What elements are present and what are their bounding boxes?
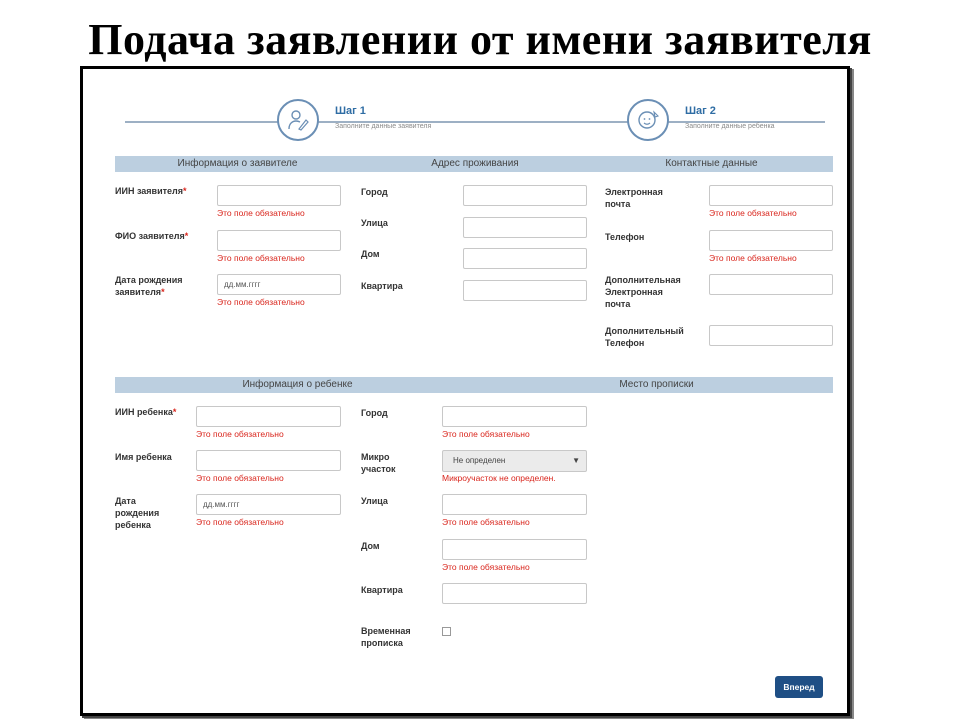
step-1-circle[interactable]	[277, 99, 319, 141]
step-1-title: Шаг 1	[335, 105, 366, 117]
temporary-registration-label: Временная прописка	[361, 626, 411, 648]
band-contacts-label: Контактные данные	[665, 158, 758, 169]
phone-error: Это поле обязательно	[709, 253, 797, 263]
street-input[interactable]	[463, 217, 587, 238]
reg-city-error: Это поле обязательно	[442, 429, 530, 439]
baby-face-icon	[636, 108, 660, 132]
birthdate-child-label: Дата рождения ребенка	[115, 496, 160, 530]
step-2-title: Шаг 2	[685, 105, 716, 117]
city-label: Город	[361, 187, 388, 197]
name-child-input[interactable]	[196, 450, 341, 471]
form-window	[80, 66, 850, 716]
reg-house-input[interactable]	[442, 539, 587, 560]
extra-email-input[interactable]	[709, 274, 833, 295]
step-2-circle[interactable]	[627, 99, 669, 141]
section-band-child	[115, 377, 833, 393]
iin-child-label: ИИН ребенка*	[115, 407, 177, 417]
email-input[interactable]	[709, 185, 833, 206]
step-2-subtitle: Заполните данные ребенка	[685, 123, 775, 130]
street-label: Улица	[361, 218, 388, 228]
dropdown-caret-icon: ▼	[572, 456, 580, 465]
person-writing-icon	[286, 108, 310, 132]
iin-applicant-error: Это поле обязательно	[217, 208, 305, 218]
microdistrict-error: Микроучасток не определен.	[442, 473, 556, 483]
section-band-applicant	[115, 156, 833, 172]
apartment-label: Квартира	[361, 281, 403, 291]
band-address-label: Адрес проживания	[431, 158, 519, 169]
name-child-label: Имя ребенка	[115, 452, 172, 462]
city-input[interactable]	[463, 185, 587, 206]
slide-title: Подача заявлении от имени заявителя	[88, 15, 872, 64]
birthdate-applicant-error: Это поле обязательно	[217, 297, 305, 307]
band-child-label: Информация о ребенке	[242, 379, 353, 390]
birthdate-child-error: Это поле обязательно	[196, 517, 284, 527]
microdistrict-value: Не определен	[453, 456, 506, 465]
house-label: Дом	[361, 249, 380, 259]
iin-child-input[interactable]	[196, 406, 341, 427]
iin-applicant-label: ИИН заявителя*	[115, 186, 187, 196]
reg-house-label: Дом	[361, 541, 380, 551]
extra-phone-input[interactable]	[709, 325, 833, 346]
iin-child-error: Это поле обязательно	[196, 429, 284, 439]
reg-street-label: Улица	[361, 496, 388, 506]
microdistrict-label: Микро участок	[361, 452, 396, 474]
reg-apartment-label: Квартира	[361, 585, 403, 595]
email-label: Электронная почта	[605, 187, 663, 209]
microdistrict-select[interactable]	[442, 450, 587, 472]
name-child-error: Это поле обязательно	[196, 473, 284, 483]
apartment-input[interactable]	[463, 280, 587, 301]
fio-applicant-input[interactable]	[217, 230, 341, 251]
fio-applicant-error: Это поле обязательно	[217, 253, 305, 263]
band-registration-label: Место прописки	[619, 379, 694, 390]
reg-city-input[interactable]	[442, 406, 587, 427]
fio-applicant-label: ФИО заявителя*	[115, 231, 189, 241]
birthdate-applicant-input[interactable]: дд.мм.гггг	[217, 274, 341, 295]
email-error: Это поле обязательно	[709, 208, 797, 218]
extra-email-label: Дополнительная Электронная почта	[605, 275, 681, 309]
reg-apartment-input[interactable]	[442, 583, 587, 604]
reg-street-input[interactable]	[442, 494, 587, 515]
iin-applicant-input[interactable]	[217, 185, 341, 206]
birthdate-applicant-label: Дата рождения заявителя*	[115, 275, 183, 297]
temporary-registration-checkbox[interactable]	[442, 627, 451, 636]
next-button[interactable]: Вперед	[775, 676, 823, 698]
phone-input[interactable]	[709, 230, 833, 251]
birthdate-child-input[interactable]: дд.мм.гггг	[196, 494, 341, 515]
phone-label: Телефон	[605, 232, 645, 242]
extra-phone-label: Дополнительный Телефон	[605, 326, 684, 348]
house-input[interactable]	[463, 248, 587, 269]
reg-city-label: Город	[361, 408, 388, 418]
reg-house-error: Это поле обязательно	[442, 562, 530, 572]
reg-street-error: Это поле обязательно	[442, 517, 530, 527]
band-applicant-label: Информация о заявителе	[177, 158, 298, 169]
step-1-subtitle: Заполните данные заявителя	[335, 123, 432, 130]
